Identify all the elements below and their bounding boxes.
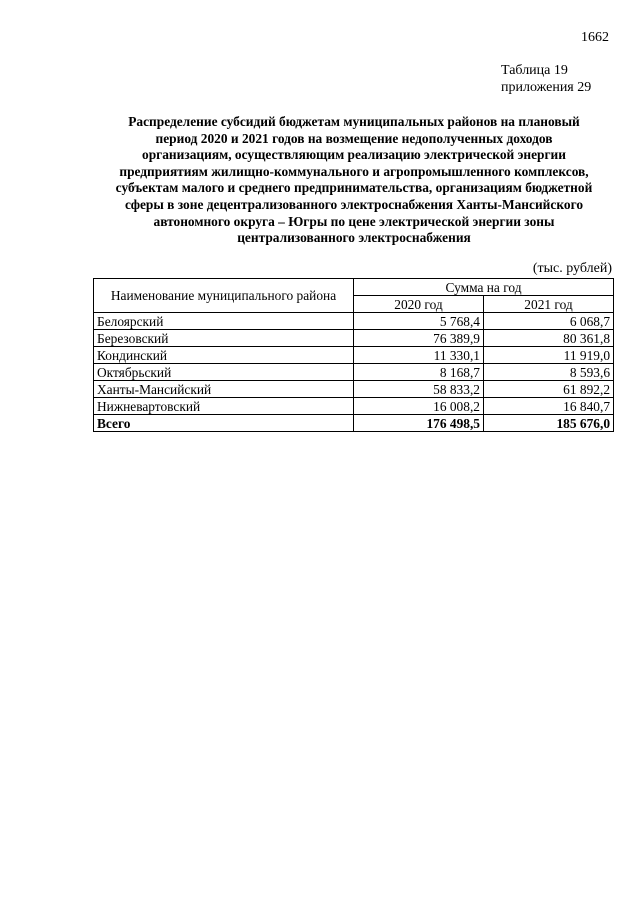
amount-2020: 11 330,1 [354, 347, 484, 364]
units-label: (тыс. рублей) [532, 261, 612, 276]
table-caption-line: приложения 29 [501, 80, 592, 95]
title-line: автономного округа – Югры по цене электрической энергии зоны [153, 213, 555, 229]
amount-2021: 6 068,7 [484, 313, 614, 330]
title-line: предприятиям жилищно-коммунального и агропромышленного комплексов, [119, 163, 589, 179]
district-name: Березовский [94, 330, 354, 347]
table-row [94, 313, 614, 330]
subsidy-table [93, 278, 614, 432]
amount-2020: 76 389,9 [354, 330, 484, 347]
title-line: Распределение субсидий бюджетам муниципальных районов на плановый [128, 114, 580, 129]
district-name: Кондинский [94, 347, 354, 364]
table-total-row [94, 415, 614, 432]
district-name: Белоярский [94, 313, 354, 330]
header-year-2021: 2021 год [484, 296, 614, 313]
amount-2020: 5 768,4 [354, 313, 484, 330]
total-label: Всего [94, 415, 354, 432]
amount-2021: 8 593,6 [484, 364, 614, 381]
amount-2021: 61 892,2 [484, 381, 614, 398]
amount-2020: 16 008,2 [354, 398, 484, 415]
title-line: организациям, осуществляющим реализацию электрической энергии [142, 147, 566, 163]
table-row [94, 330, 614, 347]
table-row [94, 398, 614, 415]
amount-2021: 16 840,7 [484, 398, 614, 415]
total-2020: 176 498,5 [354, 415, 484, 432]
header-year-2020: 2020 год [354, 296, 484, 313]
district-name: Октябрьский [94, 364, 354, 381]
table-row [94, 364, 614, 381]
total-2021: 185 676,0 [484, 415, 614, 432]
title-line: сферы в зоне децентрализованного электроснабжения Ханты-Мансийского [124, 196, 584, 212]
table-row [94, 347, 614, 364]
amount-2020: 58 833,2 [354, 381, 484, 398]
district-name: Ханты-Мансийский [94, 381, 354, 398]
amount-2021: 11 919,0 [484, 347, 614, 364]
amount-2021: 80 361,8 [484, 330, 614, 347]
header-district-name: Наименование муниципального района [94, 279, 354, 313]
table-row [94, 381, 614, 398]
page-number: 1662 [581, 30, 609, 45]
title-line: централизованного электроснабжения [237, 230, 471, 246]
amount-2020: 8 168,7 [354, 364, 484, 381]
header-sum-per-year: Сумма на год [354, 279, 614, 296]
district-name: Нижневартовский [94, 398, 354, 415]
document-title [92, 114, 616, 247]
table-caption [501, 62, 591, 96]
title-line: субъектам малого и среднего предпринимательства, организациям бюджетной [115, 180, 593, 196]
table-caption-line: Таблица 19 [501, 63, 568, 78]
title-line: период 2020 и 2021 годов на возмещение недополученных доходов [155, 130, 553, 146]
